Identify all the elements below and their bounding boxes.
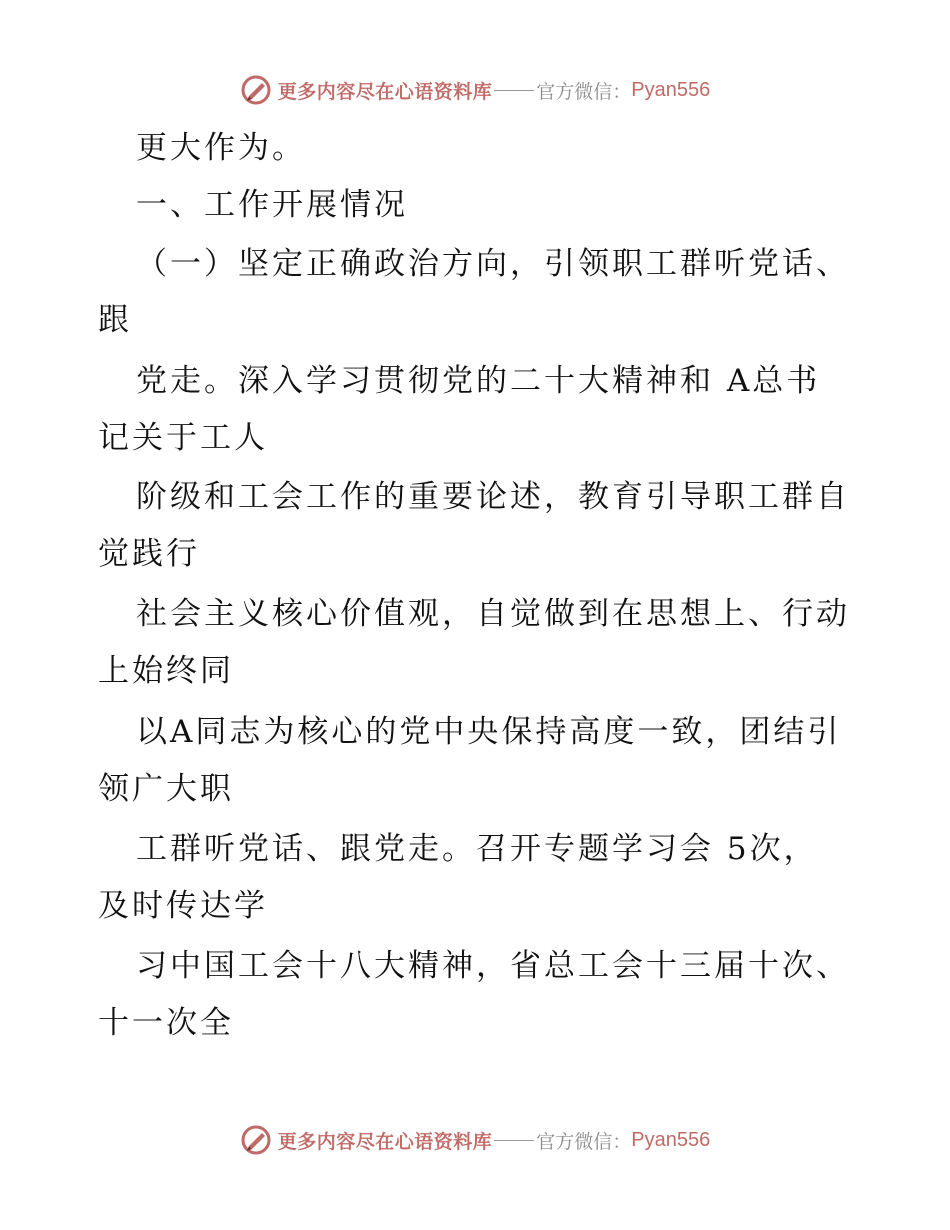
watermark-main-text: 更多内容尽在心语资料库 (277, 80, 493, 103)
text-line: 记关于工人 (98, 420, 268, 456)
text-line: 跟 (98, 302, 132, 338)
watermark-wechat-id: Pyan556 (631, 78, 711, 101)
watermark-wechat-id: Pyan556 (631, 1128, 711, 1151)
watermark-divider (494, 90, 534, 91)
watermark-wechat-label: 官方微信： (536, 80, 632, 103)
watermark-divider (494, 1140, 534, 1141)
text-line: 党走。深入学习贯彻党的二十大精神和 A总书 (136, 363, 821, 399)
text-line: 以A同志为核心的党中央保持高度一致，团结引 (136, 714, 842, 750)
text-line: 上始终同 (98, 653, 234, 689)
section-heading: 一、工作开展情况 (136, 187, 408, 223)
pen-logo-icon (240, 74, 272, 106)
text-line: 阶级和工会工作的重要论述，教育引导职工群自 (136, 479, 850, 515)
watermark-main-text: 更多内容尽在心语资料库 (277, 1130, 493, 1153)
text-line: 觉践行 (98, 536, 200, 572)
text-line: 习中国工会十八大精神，省总工会十三届十次、 (136, 948, 850, 984)
text-line: 工群听党话、跟党走。召开专题学习会 5次， (136, 831, 818, 867)
text-line: 领广大职 (98, 771, 234, 807)
text-line: 社会主义核心价值观，自觉做到在思想上、行动 (136, 596, 850, 632)
text-line: 更大作为。 (136, 130, 306, 166)
footer-watermark (0, 1120, 950, 1160)
watermark-wechat-label: 官方微信： (536, 1130, 632, 1153)
subsection-heading: （一）坚定正确政治方向，引领职工群听党话、 (136, 246, 850, 282)
text-line: 十一次全 (98, 1005, 234, 1041)
text-line: 及时传达学 (98, 888, 268, 924)
header-watermark (0, 70, 950, 110)
pen-logo-icon (240, 1124, 272, 1156)
